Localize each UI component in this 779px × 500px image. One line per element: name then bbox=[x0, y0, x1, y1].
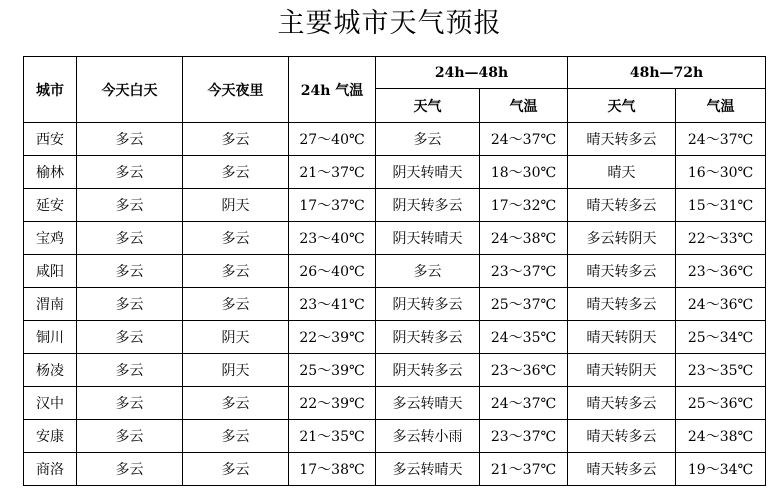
weather-72h-cell: 晴天 bbox=[568, 156, 676, 189]
today-night-cell: 多云 bbox=[183, 453, 289, 486]
weather-48h-cell: 多云转晴天 bbox=[376, 453, 480, 486]
table-row bbox=[24, 222, 766, 255]
table-row bbox=[24, 387, 766, 420]
temp-72h-cell: 25～36℃ bbox=[676, 387, 766, 420]
today-day-cell: 多云 bbox=[77, 255, 183, 288]
header-temp-72: 气温 bbox=[676, 89, 766, 123]
temp-48h-cell: 25～37℃ bbox=[480, 288, 568, 321]
city-cell: 铜川 bbox=[24, 321, 77, 354]
weather-48h-cell: 多云转晴天 bbox=[376, 387, 480, 420]
city-cell: 西安 bbox=[24, 123, 77, 156]
temp-72h-cell: 25～34℃ bbox=[676, 321, 766, 354]
today-day-cell: 多云 bbox=[77, 189, 183, 222]
weather-72h-cell: 晴天转阴天 bbox=[568, 354, 676, 387]
temp-24h-cell: 27～40℃ bbox=[289, 123, 376, 156]
temp-24h-cell: 25～39℃ bbox=[289, 354, 376, 387]
temp-72h-cell: 24～38℃ bbox=[676, 420, 766, 453]
temp-24h-cell: 22～39℃ bbox=[289, 387, 376, 420]
today-day-cell: 多云 bbox=[77, 123, 183, 156]
weather-72h-cell: 晴天转阴天 bbox=[568, 321, 676, 354]
temp-24h-cell: 23～40℃ bbox=[289, 222, 376, 255]
temp-48h-cell: 23～37℃ bbox=[480, 420, 568, 453]
header-temp-24h: 24h 气温 bbox=[289, 57, 376, 123]
today-night-cell: 多云 bbox=[183, 222, 289, 255]
city-cell: 咸阳 bbox=[24, 255, 77, 288]
city-cell: 宝鸡 bbox=[24, 222, 77, 255]
header-range-48-72: 48h—72h bbox=[568, 57, 766, 89]
today-night-cell: 阴天 bbox=[183, 321, 289, 354]
today-night-cell: 多云 bbox=[183, 255, 289, 288]
weather-48h-cell: 阴天转晴天 bbox=[376, 156, 480, 189]
temp-48h-cell: 21～37℃ bbox=[480, 453, 568, 486]
today-night-cell: 多云 bbox=[183, 156, 289, 189]
temp-24h-cell: 17～37℃ bbox=[289, 189, 376, 222]
city-cell: 延安 bbox=[24, 189, 77, 222]
header-row-top bbox=[24, 57, 766, 89]
today-night-cell: 阴天 bbox=[183, 189, 289, 222]
weather-72h-cell: 晴天转多云 bbox=[568, 288, 676, 321]
weather-72h-cell: 多云转阴天 bbox=[568, 222, 676, 255]
weather-48h-cell: 阴天转多云 bbox=[376, 321, 480, 354]
city-cell: 安康 bbox=[24, 420, 77, 453]
header-weather-48: 天气 bbox=[376, 89, 480, 123]
temp-72h-cell: 19～34℃ bbox=[676, 453, 766, 486]
today-day-cell: 多云 bbox=[77, 222, 183, 255]
temp-48h-cell: 17～32℃ bbox=[480, 189, 568, 222]
temp-24h-cell: 22～39℃ bbox=[289, 321, 376, 354]
city-cell: 商洛 bbox=[24, 453, 77, 486]
temp-48h-cell: 24～37℃ bbox=[480, 123, 568, 156]
temp-72h-cell: 24～37℃ bbox=[676, 123, 766, 156]
weather-72h-cell: 晴天转多云 bbox=[568, 387, 676, 420]
header-today-night: 今天夜里 bbox=[183, 57, 289, 123]
temp-24h-cell: 21～37℃ bbox=[289, 156, 376, 189]
temp-24h-cell: 21～35℃ bbox=[289, 420, 376, 453]
today-day-cell: 多云 bbox=[77, 288, 183, 321]
city-cell: 汉中 bbox=[24, 387, 77, 420]
weather-72h-cell: 晴天转多云 bbox=[568, 123, 676, 156]
weather-72h-cell: 晴天转多云 bbox=[568, 453, 676, 486]
header-temp-48: 气温 bbox=[480, 89, 568, 123]
temp-48h-cell: 23～37℃ bbox=[480, 255, 568, 288]
weather-48h-cell: 阴天转多云 bbox=[376, 354, 480, 387]
weather-48h-cell: 阴天转多云 bbox=[376, 189, 480, 222]
temp-72h-cell: 23～35℃ bbox=[676, 354, 766, 387]
today-night-cell: 多云 bbox=[183, 288, 289, 321]
table-row bbox=[24, 354, 766, 387]
table-row bbox=[24, 321, 766, 354]
temp-48h-cell: 23～36℃ bbox=[480, 354, 568, 387]
city-cell: 杨凌 bbox=[24, 354, 77, 387]
table-row bbox=[24, 156, 766, 189]
today-day-cell: 多云 bbox=[77, 387, 183, 420]
temp-72h-cell: 24～36℃ bbox=[676, 288, 766, 321]
today-day-cell: 多云 bbox=[77, 453, 183, 486]
forecast-table bbox=[23, 56, 766, 486]
weather-48h-cell: 多云转小雨 bbox=[376, 420, 480, 453]
table-row bbox=[24, 420, 766, 453]
table-row bbox=[24, 189, 766, 222]
page-title: 主要城市天气预报 bbox=[277, 8, 502, 39]
city-cell: 榆林 bbox=[24, 156, 77, 189]
temp-48h-cell: 24～35℃ bbox=[480, 321, 568, 354]
today-night-cell: 多云 bbox=[183, 420, 289, 453]
temp-48h-cell: 24～37℃ bbox=[480, 387, 568, 420]
city-cell: 渭南 bbox=[24, 288, 77, 321]
table-row bbox=[24, 123, 766, 156]
today-day-cell: 多云 bbox=[77, 156, 183, 189]
header-today-day: 今天白天 bbox=[77, 57, 183, 123]
weather-48h-cell: 多云 bbox=[376, 123, 480, 156]
today-night-cell: 多云 bbox=[183, 123, 289, 156]
temp-48h-cell: 18～30℃ bbox=[480, 156, 568, 189]
header-city: 城市 bbox=[24, 57, 77, 123]
header-range-24-48: 24h—48h bbox=[376, 57, 568, 89]
weather-48h-cell: 阴天转多云 bbox=[376, 288, 480, 321]
forecast-body bbox=[24, 123, 766, 486]
temp-48h-cell: 24～38℃ bbox=[480, 222, 568, 255]
header-weather-72: 天气 bbox=[568, 89, 676, 123]
today-day-cell: 多云 bbox=[77, 354, 183, 387]
today-day-cell: 多云 bbox=[77, 420, 183, 453]
temp-72h-cell: 22～33℃ bbox=[676, 222, 766, 255]
table-row bbox=[24, 288, 766, 321]
temp-72h-cell: 16～30℃ bbox=[676, 156, 766, 189]
temp-24h-cell: 17～38℃ bbox=[289, 453, 376, 486]
weather-72h-cell: 晴天转多云 bbox=[568, 420, 676, 453]
temp-24h-cell: 26～40℃ bbox=[289, 255, 376, 288]
table-row bbox=[24, 255, 766, 288]
today-night-cell: 阴天 bbox=[183, 354, 289, 387]
weather-48h-cell: 阴天转晴天 bbox=[376, 222, 480, 255]
today-night-cell: 多云 bbox=[183, 387, 289, 420]
weather-72h-cell: 晴天转多云 bbox=[568, 189, 676, 222]
weather-72h-cell: 晴天转多云 bbox=[568, 255, 676, 288]
table-row bbox=[24, 453, 766, 486]
temp-24h-cell: 23～41℃ bbox=[289, 288, 376, 321]
today-day-cell: 多云 bbox=[77, 321, 183, 354]
weather-48h-cell: 多云 bbox=[376, 255, 480, 288]
temp-72h-cell: 23～36℃ bbox=[676, 255, 766, 288]
temp-72h-cell: 15～31℃ bbox=[676, 189, 766, 222]
